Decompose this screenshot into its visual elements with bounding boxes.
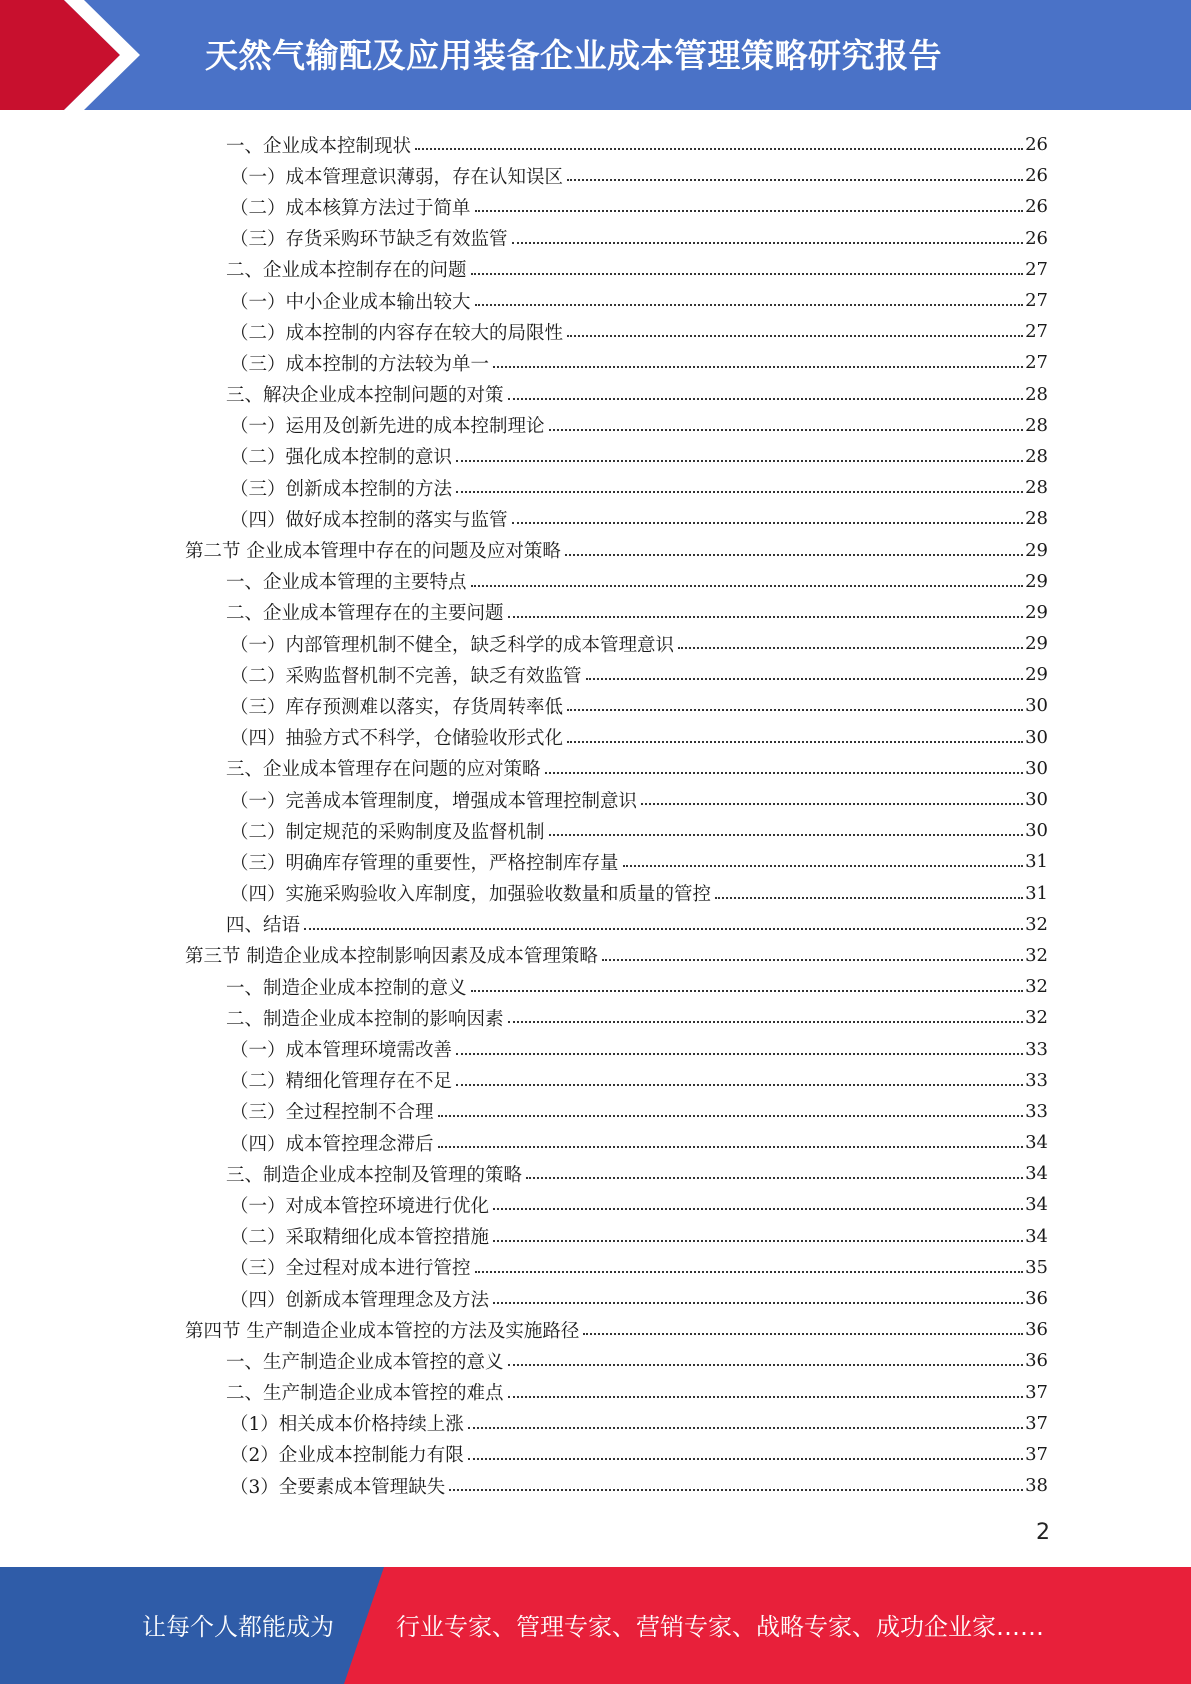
toc-entry-title: （四）创新成本管理理念及方法: [230, 1289, 490, 1311]
toc-entry-page: 29: [1025, 570, 1048, 592]
toc-leader-dots: [602, 958, 1023, 961]
toc-leader-dots: [493, 365, 1023, 368]
toc-leader-dots: [468, 1457, 1023, 1460]
toc-entry-title: 二、企业成本控制存在的问题: [226, 260, 467, 282]
toc-entry-page: 33: [1025, 1069, 1048, 1091]
toc-entry[interactable]: [0, 628, 1191, 659]
toc-entry-page: 27: [1025, 321, 1048, 343]
chevron-red-shape: [0, 0, 120, 110]
toc-entry-title: （一）完善成本管理制度，增强成本管理控制意识: [230, 790, 638, 812]
toc-leader-dots: [567, 178, 1023, 181]
toc-entry-title: （1）相关成本价格持续上涨: [230, 1414, 464, 1436]
toc-entry-title: （一）内部管理机制不健全，缺乏科学的成本管理意识: [230, 634, 675, 656]
toc-leader-dots: [512, 241, 1024, 244]
toc-entry-title: 第二节 企业成本管理中存在的问题及应对策略: [185, 541, 561, 563]
toc-entry[interactable]: [0, 1252, 1191, 1283]
toc-leader-dots: [471, 584, 1024, 587]
toc-entry[interactable]: [0, 191, 1191, 222]
toc-leader-dots: [471, 989, 1024, 992]
toc-leader-dots: [549, 833, 1024, 836]
toc-entry[interactable]: [0, 1033, 1191, 1064]
toc-leader-dots: [549, 428, 1024, 431]
toc-entry-title: （二）成本控制的内容存在较大的局限性: [230, 322, 564, 344]
toc-entry-title: （三）明确库存管理的重要性，严格控制库存量: [230, 852, 619, 874]
toc-entry-title: 一、企业成本管理的主要特点: [226, 572, 467, 594]
toc-leader-dots: [493, 1301, 1023, 1304]
toc-entry[interactable]: [0, 940, 1191, 971]
toc-entry-page: 35: [1025, 1256, 1048, 1278]
toc-entry-page: 36: [1025, 1350, 1048, 1372]
toc-entry-page: 33: [1025, 1038, 1048, 1060]
toc-leader-dots: [567, 708, 1023, 711]
toc-entry[interactable]: [0, 909, 1191, 940]
toc-entry-title: （二）采取精细化成本管控措施: [230, 1227, 490, 1249]
toc-entry-page: 29: [1025, 633, 1048, 655]
toc-leader-dots: [456, 1052, 1023, 1055]
toc-leader-dots: [475, 1270, 1024, 1273]
toc-entry[interactable]: [0, 659, 1191, 690]
report-header: [0, 0, 1191, 110]
toc-leader-dots: [508, 397, 1024, 400]
header-chevron-icon: [0, 0, 160, 110]
toc-entry-page: 37: [1025, 1381, 1048, 1403]
toc-leader-dots: [678, 646, 1023, 649]
toc-entry-title: （二）制定规范的采购制度及监督机制: [230, 821, 545, 843]
toc-leader-dots: [493, 1239, 1023, 1242]
toc-leader-dots: [304, 927, 1023, 930]
toc-entry-title: 二、生产制造企业成本管控的难点: [226, 1383, 504, 1405]
toc-entry-page: 26: [1025, 165, 1048, 187]
toc-entry[interactable]: [0, 410, 1191, 441]
toc-entry[interactable]: [0, 566, 1191, 597]
toc-leader-dots: [508, 1363, 1024, 1366]
toc-entry[interactable]: [0, 1283, 1191, 1314]
toc-leader-dots: [567, 334, 1023, 337]
footer-slogan-right: 行业专家、管理专家、营销专家、战略专家、成功企业家……: [396, 1613, 1044, 1641]
toc-entry-title: 第四节 生产制造企业成本管控的方法及实施路径: [185, 1320, 580, 1342]
toc-entry[interactable]: [0, 472, 1191, 503]
toc-entry-page: 33: [1025, 1100, 1048, 1122]
toc-entry-page: 30: [1025, 695, 1048, 717]
toc-leader-dots: [415, 147, 1023, 150]
table-of-contents: [0, 129, 1191, 1501]
toc-entry-page: 34: [1025, 1163, 1048, 1185]
toc-entry-page: 31: [1025, 882, 1048, 904]
toc-entry-page: 37: [1025, 1443, 1048, 1465]
toc-leader-dots: [623, 864, 1024, 867]
toc-entry[interactable]: [0, 846, 1191, 877]
toc-entry-title: （四）做好成本控制的落实与监管: [230, 509, 508, 531]
toc-entry[interactable]: [0, 503, 1191, 534]
toc-entry[interactable]: [0, 441, 1191, 472]
toc-entry[interactable]: [0, 1470, 1191, 1501]
toc-entry-title: （二）精细化管理存在不足: [230, 1071, 453, 1093]
toc-entry[interactable]: [0, 285, 1191, 316]
toc-entry-title: （四）抽验方式不科学，仓储验收形式化: [230, 728, 564, 750]
toc-entry[interactable]: [0, 254, 1191, 285]
toc-leader-dots: [468, 1426, 1023, 1429]
toc-entry-title: （四）实施采购验收入库制度，加强验收数量和质量的管控: [230, 884, 712, 906]
toc-leader-dots: [493, 1207, 1023, 1210]
toc-entry-title: （一）对成本管控环境进行优化: [230, 1195, 490, 1217]
toc-entry[interactable]: [0, 971, 1191, 1002]
toc-entry-title: （2）企业成本控制能力有限: [230, 1445, 464, 1467]
toc-entry[interactable]: [0, 1408, 1191, 1439]
toc-leader-dots: [456, 1083, 1023, 1086]
toc-entry-title: 一、生产制造企业成本管控的意义: [226, 1351, 504, 1373]
toc-entry[interactable]: [0, 1439, 1191, 1470]
toc-entry-title: 二、制造企业成本控制的影响因素: [226, 1008, 504, 1030]
toc-entry-page: 30: [1025, 820, 1048, 842]
toc-leader-dots: [475, 303, 1024, 306]
toc-leader-dots: [508, 1395, 1024, 1398]
toc-entry-title: （三）创新成本控制的方法: [230, 478, 453, 500]
toc-entry[interactable]: [0, 1096, 1191, 1127]
toc-entry-page: 36: [1025, 1288, 1048, 1310]
toc-leader-dots: [475, 209, 1024, 212]
toc-entry-title: 三、解决企业成本控制问题的对策: [226, 385, 504, 407]
toc-entry-title: 三、制造企业成本控制及管理的策略: [226, 1164, 523, 1186]
toc-entry-title: 一、企业成本控制现状: [226, 135, 412, 157]
footer-slogan-left: 让每个人都能成为: [142, 1613, 334, 1641]
toc-entry[interactable]: [0, 1158, 1191, 1189]
toc-entry-page: 29: [1025, 664, 1048, 686]
toc-entry[interactable]: [0, 1189, 1191, 1220]
toc-leader-dots: [526, 1176, 1023, 1179]
toc-entry[interactable]: [0, 1221, 1191, 1252]
toc-entry-page: 26: [1025, 227, 1048, 249]
footer-banner: [0, 1567, 1191, 1684]
toc-entry[interactable]: [0, 784, 1191, 815]
toc-leader-dots: [565, 553, 1023, 556]
toc-entry-page: 37: [1025, 1412, 1048, 1434]
toc-leader-dots: [641, 802, 1023, 805]
toc-entry-title: （二）强化成本控制的意识: [230, 447, 453, 469]
toc-entry-page: 34: [1025, 1132, 1048, 1154]
toc-leader-dots: [438, 1145, 1024, 1148]
toc-leader-dots: [508, 615, 1024, 618]
toc-entry[interactable]: [0, 223, 1191, 254]
toc-entry[interactable]: [0, 316, 1191, 347]
toc-leader-dots: [456, 490, 1023, 493]
toc-entry-title: （三）成本控制的方法较为单一: [230, 353, 490, 375]
toc-entry-page: 29: [1025, 539, 1048, 561]
toc-entry-title: （三）全过程对成本进行管控: [230, 1258, 471, 1280]
toc-entry[interactable]: [0, 347, 1191, 378]
toc-entry-title: （一）运用及创新先进的成本控制理论: [230, 416, 545, 438]
toc-entry-page: 30: [1025, 757, 1048, 779]
toc-entry-title: （3）全要素成本管理缺失: [230, 1476, 446, 1498]
toc-entry-title: （二）成本核算方法过于简单: [230, 197, 471, 219]
toc-entry-page: 28: [1025, 477, 1048, 499]
toc-entry-title: （一）中小企业成本输出较大: [230, 291, 471, 313]
toc-entry[interactable]: [0, 597, 1191, 628]
toc-leader-dots: [583, 1332, 1023, 1335]
toc-entry[interactable]: [0, 753, 1191, 784]
toc-entry-page: 28: [1025, 508, 1048, 530]
toc-leader-dots: [512, 521, 1024, 524]
toc-entry-page: 34: [1025, 1225, 1048, 1247]
toc-entry-title: 一、制造企业成本控制的意义: [226, 977, 467, 999]
toc-entry-page: 32: [1025, 1007, 1048, 1029]
toc-leader-dots: [471, 272, 1024, 275]
toc-entry[interactable]: [0, 815, 1191, 846]
page-number: 2: [1036, 1520, 1050, 1545]
report-title: 天然气输配及应用装备企业成本管理策略研究报告: [205, 36, 942, 75]
toc-entry-page: 28: [1025, 383, 1048, 405]
toc-entry[interactable]: [0, 1065, 1191, 1096]
toc-leader-dots: [438, 1114, 1024, 1117]
toc-entry-page: 30: [1025, 789, 1048, 811]
toc-entry-page: 27: [1025, 290, 1048, 312]
toc-entry-page: 27: [1025, 258, 1048, 280]
toc-entry[interactable]: [0, 129, 1191, 160]
toc-entry[interactable]: [0, 379, 1191, 410]
toc-entry[interactable]: [0, 160, 1191, 191]
toc-leader-dots: [715, 896, 1023, 899]
toc-entry-page: 26: [1025, 196, 1048, 218]
toc-entry[interactable]: [0, 1314, 1191, 1345]
toc-entry[interactable]: [0, 1377, 1191, 1408]
toc-entry-title: （三）存货采购环节缺乏有效监管: [230, 229, 508, 251]
toc-entry-page: 27: [1025, 352, 1048, 374]
toc-entry-title: （二）采购监督机制不完善，缺乏有效监管: [230, 665, 582, 687]
toc-entry-page: 32: [1025, 944, 1048, 966]
toc-entry-title: 三、企业成本管理存在问题的应对策略: [226, 759, 541, 781]
toc-entry-title: 四、结语: [226, 915, 301, 937]
toc-leader-dots: [567, 740, 1023, 743]
toc-entry-page: 31: [1025, 851, 1048, 873]
toc-entry-title: （三）全过程控制不合理: [230, 1102, 434, 1124]
toc-entry-page: 29: [1025, 601, 1048, 623]
toc-entry-title: 二、企业成本管理存在的主要问题: [226, 603, 504, 625]
toc-entry-page: 28: [1025, 445, 1048, 467]
toc-entry-page: 36: [1025, 1319, 1048, 1341]
toc-entry[interactable]: [0, 690, 1191, 721]
toc-entry-title: （一）成本管理意识薄弱，存在认知误区: [230, 166, 564, 188]
toc-entry[interactable]: [0, 722, 1191, 753]
toc-entry-page: 38: [1025, 1475, 1048, 1497]
toc-leader-dots: [449, 1488, 1023, 1491]
toc-leader-dots: [545, 771, 1024, 774]
toc-entry-page: 28: [1025, 414, 1048, 436]
toc-entry[interactable]: [0, 534, 1191, 565]
toc-leader-dots: [456, 459, 1023, 462]
toc-entry-title: （一）成本管理环境需改善: [230, 1040, 453, 1062]
toc-entry[interactable]: [0, 1002, 1191, 1033]
toc-entry-page: 34: [1025, 1194, 1048, 1216]
toc-entry-title: 第三节 制造企业成本控制影响因素及成本管理策略: [185, 946, 598, 968]
toc-entry[interactable]: [0, 878, 1191, 909]
toc-entry-page: 32: [1025, 976, 1048, 998]
toc-entry-title: （四）成本管控理念滞后: [230, 1133, 434, 1155]
toc-leader-dots: [508, 1020, 1024, 1023]
toc-entry[interactable]: [0, 1345, 1191, 1376]
toc-entry-title: （三）库存预测难以落实，存货周转率低: [230, 696, 564, 718]
toc-leader-dots: [586, 677, 1024, 680]
toc-entry-page: 30: [1025, 726, 1048, 748]
toc-entry[interactable]: [0, 1127, 1191, 1158]
toc-entry-page: 32: [1025, 913, 1048, 935]
toc-entry-page: 26: [1025, 134, 1048, 156]
